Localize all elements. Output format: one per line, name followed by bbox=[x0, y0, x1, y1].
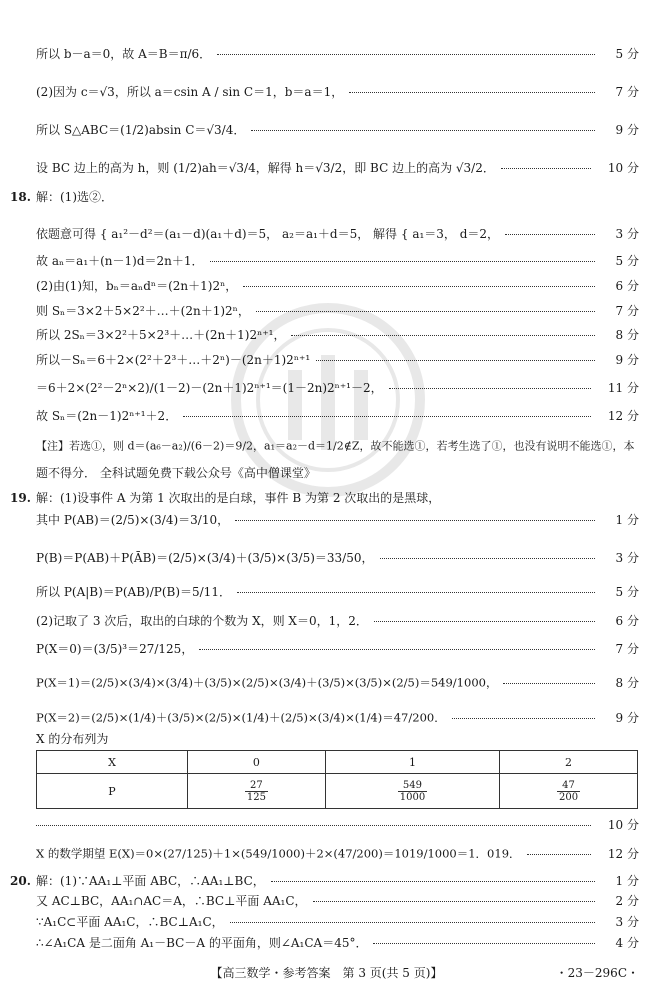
score: 12 分 bbox=[607, 847, 639, 861]
numerator: 549 bbox=[398, 780, 427, 792]
line-text: 其中 P(AB)＝(2/5)×(3/4)＝3/10， bbox=[36, 513, 230, 527]
solution-line bbox=[0, 842, 653, 866]
line-text: ∴∠A₁CA 是二面角 A₁－BC－A 的平面角，则∠A₁CA＝45°． bbox=[36, 936, 368, 950]
solution-line bbox=[0, 546, 653, 570]
score: 11 分 bbox=[607, 381, 639, 395]
problem-19-heading bbox=[0, 486, 653, 510]
line-text: ＝6＋2×(2²－2ⁿ×2)/(1－2)－(2n＋1)2ⁿ⁺¹＝(1－2n)2ⁿ⁺¹－2， bbox=[36, 381, 383, 395]
score: 10 分 bbox=[607, 818, 639, 832]
score: 9 分 bbox=[615, 353, 639, 367]
solution-line bbox=[0, 42, 653, 66]
leader-dots bbox=[230, 922, 595, 923]
score: 6 分 bbox=[615, 614, 639, 628]
line-text: 解：(1)选②． bbox=[36, 190, 113, 204]
line-text: 又 AC⊥BC，AA₁∩AC＝A，∴BC⊥平面 AA₁C， bbox=[36, 894, 307, 908]
score: 8 分 bbox=[615, 676, 639, 690]
line-text: 解：(1)设事件 A 为第 1 次取出的是白球，事件 B 为第 2 次取出的是黑球， bbox=[36, 491, 441, 505]
table-cell bbox=[500, 774, 638, 809]
leader-dots bbox=[183, 416, 591, 417]
leader-dots bbox=[374, 621, 595, 622]
solution-line bbox=[0, 404, 653, 428]
note-text: 【注】若选①，则 d＝(a₆－a₂)/(6－2)＝9/2，a₁＝a₂－d＝1/2∉Z，故不能选①，若考生选了①，也没有说明不能选①，本 bbox=[36, 439, 635, 453]
line-text: X 的分布列为 bbox=[36, 732, 109, 746]
note-line bbox=[0, 461, 653, 485]
line-text: 所以－Sₙ＝6＋2×(2²＋2³＋…＋2ⁿ)－(2n＋1)2ⁿ⁺¹ bbox=[36, 353, 311, 367]
leader-dots bbox=[452, 718, 595, 719]
line-text: 所以 2Sₙ＝3×2²＋5×2³＋…＋(2n＋1)2ⁿ⁺¹， bbox=[36, 328, 286, 342]
table-header-cell: 2 bbox=[500, 751, 638, 774]
leader-dots bbox=[217, 54, 595, 55]
score: 5 分 bbox=[615, 47, 639, 61]
table-cell bbox=[325, 774, 499, 809]
score: 7 分 bbox=[615, 85, 639, 99]
solution-line bbox=[0, 508, 653, 532]
score: 3 分 bbox=[615, 915, 639, 929]
line-text: 所以 b－a＝0，故 A＝B＝π/6． bbox=[36, 47, 212, 61]
score: 7 分 bbox=[615, 642, 639, 656]
denominator: 1000 bbox=[399, 791, 426, 803]
score: 3 分 bbox=[615, 227, 639, 241]
problem-number: 19. bbox=[10, 491, 31, 505]
table-header-cell: 0 bbox=[188, 751, 326, 774]
line-text: 依题意可得 { a₁²－d²＝(a₁－d)(a₁＋d)＝5， a₂＝a₁＋d＝5， 解得 { a₁＝3， d＝2， bbox=[36, 227, 500, 241]
leader-dots bbox=[380, 558, 595, 559]
leader-dots bbox=[243, 286, 595, 287]
solution-line bbox=[0, 727, 653, 751]
solution-line bbox=[0, 609, 653, 633]
distribution-table bbox=[36, 750, 638, 809]
note-text: 题不得分． 全科试题免费下载公众号《高中僧课堂》 bbox=[36, 466, 316, 480]
line-text: 解：(1)∵AA₁⊥平面 ABC，∴AA₁⊥BC， bbox=[36, 874, 265, 888]
footer-code: ・23－296C・ bbox=[555, 966, 639, 980]
line-text: (2)由(1)知，bₙ＝aₙdⁿ＝(2n＋1)2ⁿ， bbox=[36, 279, 238, 293]
solution-line bbox=[0, 222, 653, 246]
problem-number: 18. bbox=[10, 190, 31, 204]
leader-dots bbox=[313, 901, 595, 902]
score: 9 分 bbox=[615, 123, 639, 137]
score: 1 分 bbox=[615, 513, 639, 527]
solution-line bbox=[0, 580, 653, 604]
leader-dots bbox=[389, 388, 591, 389]
line-text: P(X＝2)＝(2/5)×(1/4)＋(3/5)×(2/5)×(1/4)＋(2/5)×(3/4)×(1/4)＝47/200． bbox=[36, 710, 446, 725]
solution-line bbox=[0, 156, 653, 180]
solution-line bbox=[0, 931, 653, 955]
score: 8 分 bbox=[615, 328, 639, 342]
table-row bbox=[37, 774, 638, 809]
leader-dots bbox=[501, 168, 591, 169]
score: 1 分 bbox=[615, 874, 639, 888]
line-text: P(X＝1)＝(2/5)×(3/4)×(3/4)＋(3/5)×(2/5)×(3/4)＋(3/5)×(3/5)×(2/5)＝549/1000， bbox=[36, 675, 498, 690]
line-text: 设 BC 边上的高为 h，则 (1/2)ah＝√3/4，解得 h＝√3/2，即 BC 边上的高为 √3/2． bbox=[36, 161, 495, 175]
table-header-cell: X bbox=[37, 751, 188, 774]
line-text: (2)因为 c＝√3，所以 a＝csin A / sin C＝1，b＝a＝1， bbox=[36, 85, 344, 99]
score: 5 分 bbox=[615, 254, 639, 268]
solution-line bbox=[0, 376, 653, 400]
leader-dots bbox=[256, 311, 595, 312]
solution-line bbox=[0, 299, 653, 323]
leader-dots bbox=[36, 825, 591, 826]
leader-dots bbox=[503, 683, 595, 684]
line-text: 所以 P(A|B)＝P(AB)/P(B)＝5/11． bbox=[36, 585, 231, 599]
leader-dots bbox=[237, 592, 595, 593]
fraction bbox=[557, 780, 580, 803]
solution-line bbox=[0, 813, 653, 837]
table-row-label: P bbox=[37, 774, 188, 809]
solution-line bbox=[0, 80, 653, 104]
fraction bbox=[398, 780, 427, 803]
score: 9 分 bbox=[615, 711, 639, 725]
leader-dots bbox=[271, 881, 595, 882]
solution-line bbox=[0, 348, 653, 372]
leader-dots bbox=[235, 520, 595, 521]
line-text: ∵A₁C⊂平面 AA₁C，∴BC⊥A₁C， bbox=[36, 915, 224, 929]
solution-line bbox=[0, 671, 653, 695]
line-text: (2)记取了 3 次后，取出的白球的个数为 X，则 X＝0，1，2． bbox=[36, 614, 368, 628]
score: 5 分 bbox=[615, 585, 639, 599]
leader-dots bbox=[527, 854, 591, 855]
problem-18-heading bbox=[0, 185, 653, 209]
line-text: X 的数学期望 E(X)＝0×(27/125)＋1×(549/1000)＋2×(47/200)＝1019/1000＝1．019． bbox=[36, 846, 521, 861]
score: 12 分 bbox=[607, 409, 639, 423]
table-header-row bbox=[37, 751, 638, 774]
leader-dots bbox=[349, 92, 595, 93]
leader-dots bbox=[199, 649, 595, 650]
leader-dots bbox=[210, 261, 595, 262]
line-text: 故 aₙ＝a₁＋(n－1)d＝2n＋1． bbox=[36, 254, 204, 268]
leader-dots bbox=[505, 234, 595, 235]
solution-line bbox=[0, 323, 653, 347]
page-footer bbox=[0, 960, 653, 984]
leader-dots bbox=[373, 943, 595, 944]
solution-line bbox=[0, 249, 653, 273]
leader-dots bbox=[251, 130, 595, 131]
line-text: P(B)＝P(AB)＋P(ĀB)＝(2/5)×(3/4)＋(3/5)×(3/5)＝33/50， bbox=[36, 551, 374, 565]
score: 7 分 bbox=[615, 304, 639, 318]
fraction bbox=[245, 780, 268, 803]
solution-line bbox=[0, 637, 653, 661]
solution-line bbox=[0, 118, 653, 142]
score: 4 分 bbox=[615, 936, 639, 950]
score: 6 分 bbox=[615, 279, 639, 293]
numerator: 27 bbox=[245, 780, 268, 792]
footer-title: 【高三数学・参考答案 第 3 页(共 5 页)】 bbox=[210, 966, 443, 980]
line-text: 故 Sₙ＝(2n－1)2ⁿ⁺¹＋2． bbox=[36, 409, 178, 423]
problem-number: 20. bbox=[10, 874, 31, 888]
score: 10 分 bbox=[607, 161, 639, 175]
note-line bbox=[0, 434, 653, 458]
table-header-cell: 1 bbox=[325, 751, 499, 774]
line-text: 所以 S△ABC＝(1/2)absin C＝√3/4． bbox=[36, 123, 246, 137]
solution-line bbox=[0, 274, 653, 298]
score: 3 分 bbox=[615, 551, 639, 565]
table-cell bbox=[188, 774, 326, 809]
score: 2 分 bbox=[615, 894, 639, 908]
numerator: 47 bbox=[557, 780, 580, 792]
line-text: P(X＝0)＝(3/5)³＝27/125， bbox=[36, 642, 194, 656]
line-text: 则 Sₙ＝3×2＋5×2²＋…＋(2n＋1)2ⁿ， bbox=[36, 304, 250, 318]
leader-dots bbox=[291, 335, 595, 336]
leader-dots bbox=[316, 360, 595, 361]
denominator: 125 bbox=[246, 791, 266, 803]
denominator: 200 bbox=[559, 791, 579, 803]
